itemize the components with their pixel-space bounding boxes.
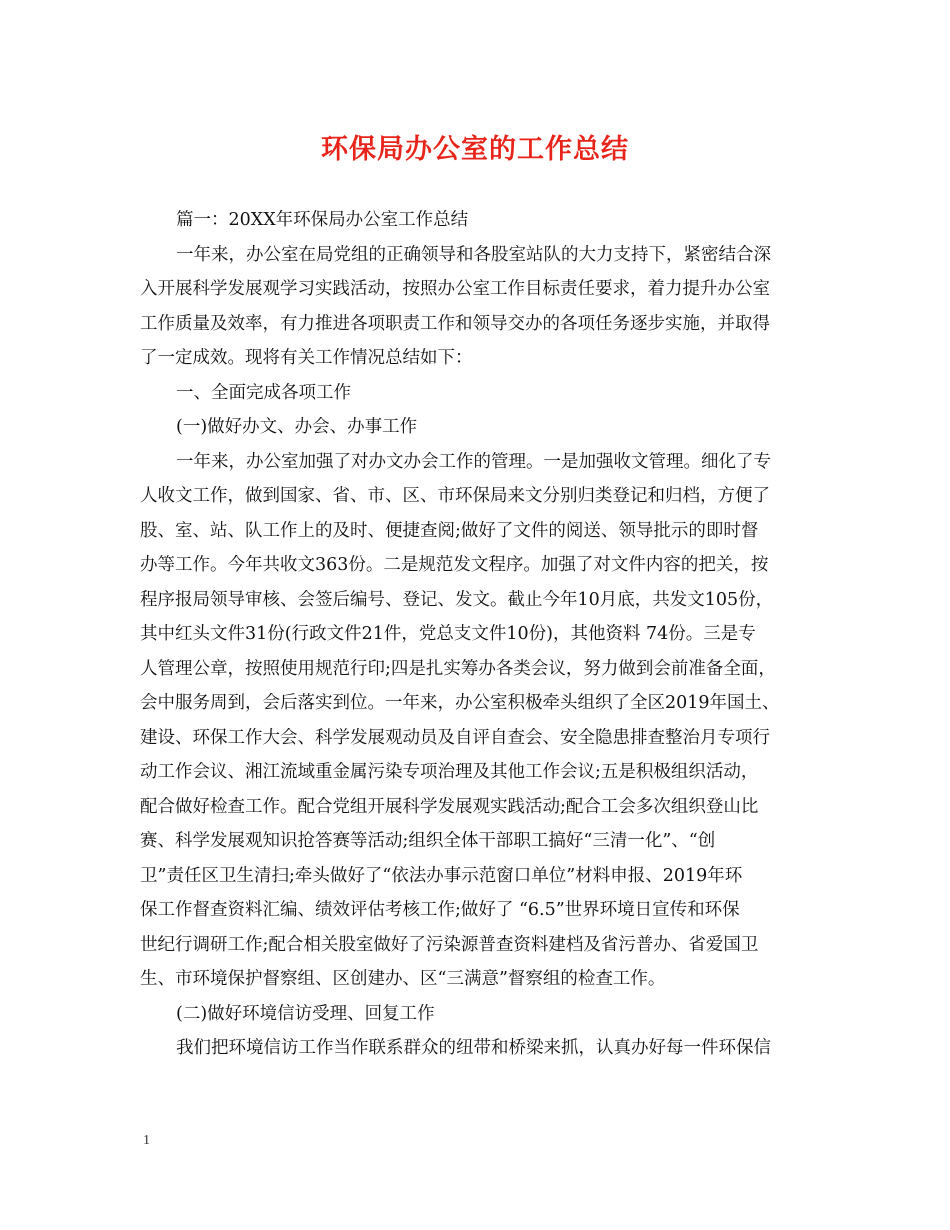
body-line: 了一定成效。现将有关工作情况总结如下： [140,348,473,368]
body-line: 保工作督查资料汇编、绩效评估考核工作;做好了 “6.5”世界环境日宣传和环保 [140,900,740,920]
body-line: 人收文工作，做到国家、省、市、区、市环保局来文分别归类登记和归档，方便了 [140,486,770,506]
document-title: 环保局办公室的工作总结 [321,134,629,165]
body-line: 配合做好检查工作。配合党组开展科学发展观实践活动;配合工会多次组织登山比 [140,796,759,817]
body-line: 会中服务周到，会后落实到位。一年来，办公室积极牵头组织了全区2019年国土、 [140,693,780,713]
body-line: 股、室、站、队工作上的及时、便捷查阅;做好了文件的阅送、领导批示的即时督 [140,520,759,541]
body-line: 人管理公章，按照使用规范行印;四是扎实筹办各类会议，努力做到会前准备全面， [140,658,776,679]
body-line: 程序报局领导审核、会签后编号、登记、发文。截止今年10月底，共发文105份， [140,589,774,610]
body-line: 一、全面完成各项工作 [176,382,351,403]
body-line: (一)做好办文、办会、办事工作 [176,417,418,437]
body-line: 动工作会议、湘江流域重金属污染专项治理及其他工作会议;五是积极组织活动， [140,762,759,782]
body-line: 篇一：20XX年环保局办公室工作总结 [176,210,469,230]
body-line: 卫”责任区卫生清扫;牵头做好了“依法办事示范窗口单位”材料申报、2019年环 [140,865,743,886]
body-line: 世纪行调研工作;配合相关股室做好了污染源普查资料建档及省污普办、省爱国卫 [140,934,759,955]
body-line: 入开展科学发展观学习实践活动，按照办公室工作目标责任要求，着力提升办公室 [140,279,770,299]
body-line: 我们把环境信访工作当作联系群众的纽带和桥梁来抓，认真办好每一件环保信 [176,1038,771,1058]
body-line: 生、市环境保护督察组、区创建办、区“三满意”督察组的检查工作。 [140,969,666,989]
body-line: 办等工作。今年共收文363份。二是规范发文程序。加强了对文件内容的把关，按 [140,555,769,575]
body-line: (二)做好环境信访受理、回复工作 [176,1003,435,1024]
body-line: 其中红头文件31份(行政文件21件，党总支文件10份)，其他资料 74份。三是专 [140,624,756,644]
page-number: 1 [143,1133,150,1148]
body-line: 赛、科学发展观知识抢答赛等活动;组织全体干部职工搞好“三清一化”、“创 [140,831,716,851]
document-body [140,203,820,1066]
body-line: 一年来，办公室在局党组的正确领导和各股室站队的大力支持下，紧密结合深 [176,244,771,265]
body-line: 工作质量及效率，有力推进各项职责工作和领导交办的各项任务逐步实施，并取得 [140,313,770,334]
body-line: 一年来，办公室加强了对办文办会工作的管理。一是加强收文管理。细化了专 [176,451,771,472]
body-line: 建设、环保工作大会、科学发展观动员及自评自查会、安全隐患排查整治月专项行 [140,727,770,748]
